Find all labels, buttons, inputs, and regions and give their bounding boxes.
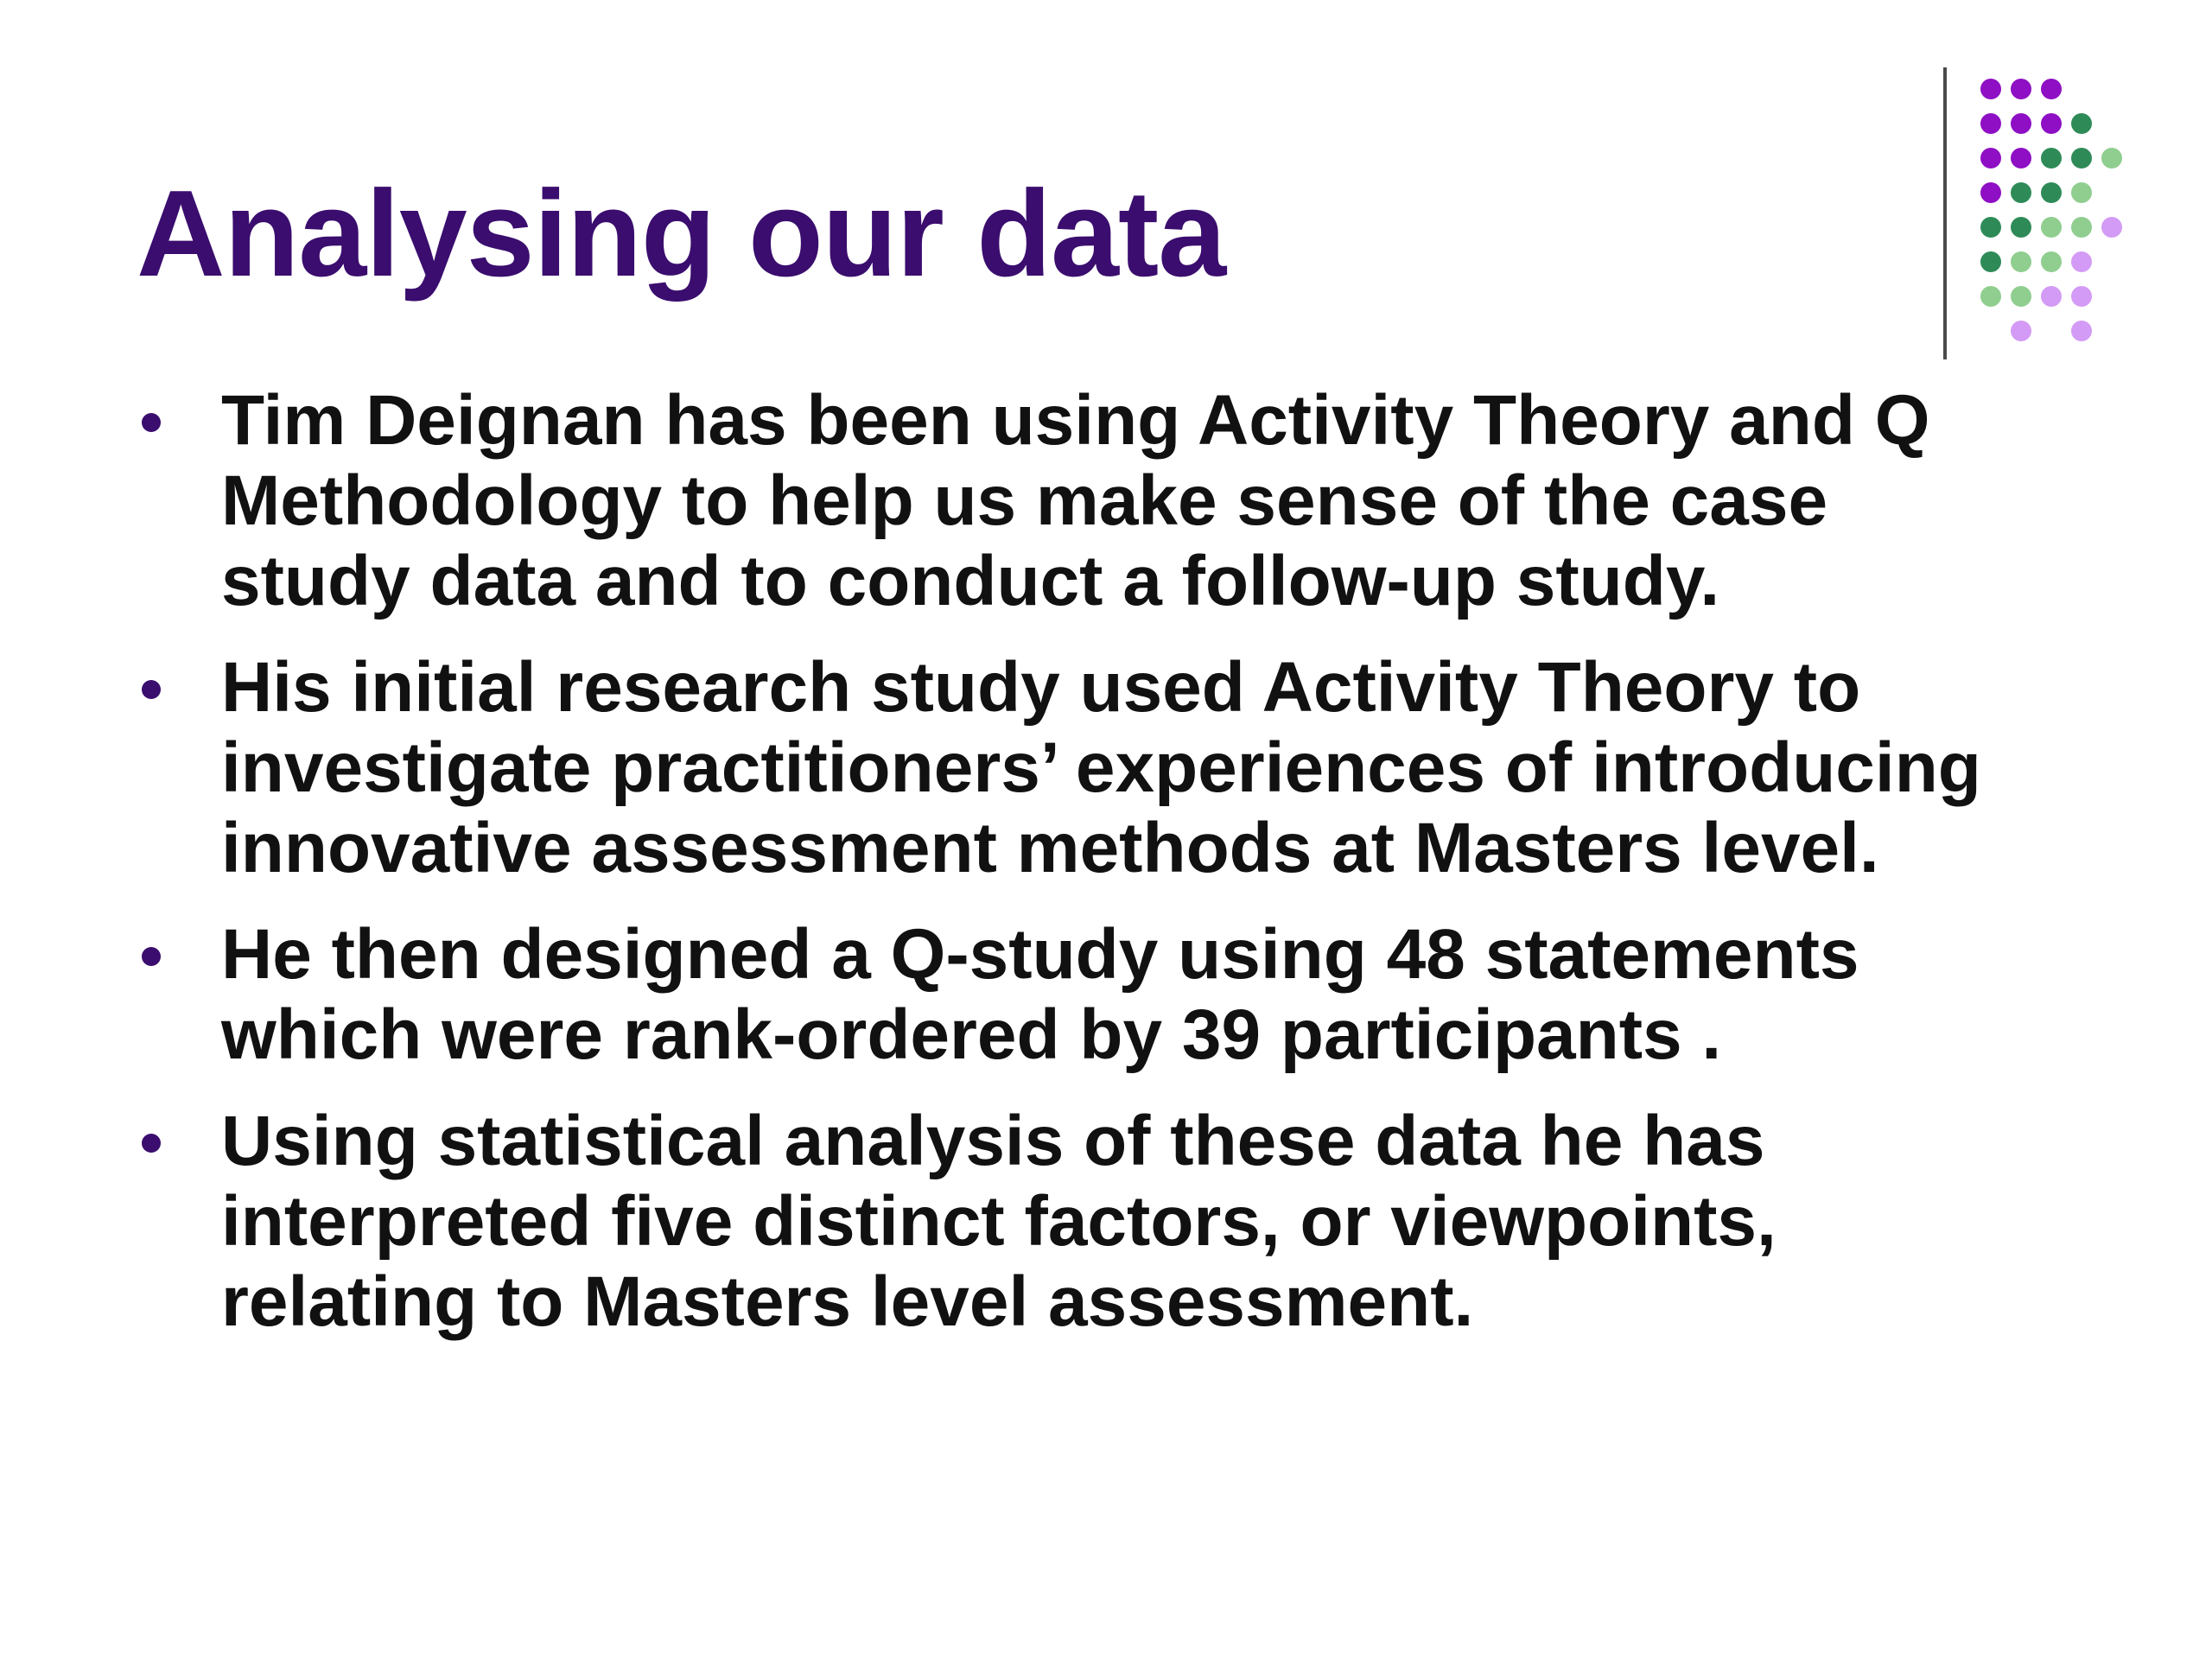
slide-title: Analysing our data: [137, 165, 1226, 302]
decorative-dot: [2101, 217, 2122, 238]
decorative-dot: [2101, 148, 2122, 168]
bullet-dot-icon: [142, 680, 161, 699]
decorative-dot: [2011, 217, 2031, 238]
bullet-line: Tim Deignan has been using Activity Theory and Q: [221, 381, 1930, 460]
decorative-dot: [2011, 148, 2031, 168]
decorative-dot: [2011, 286, 2031, 307]
bullet-line: which were rank-ordered by 39 participants .: [221, 995, 1722, 1074]
decorative-dot: [2071, 286, 2092, 307]
bullet-dot-icon: [142, 1134, 161, 1153]
decorative-dot: [1980, 251, 2001, 272]
decorative-dot: [2041, 148, 2062, 168]
decorative-dot: [2041, 182, 2062, 203]
title-divider: [1943, 67, 1947, 359]
bullet-list: [137, 380, 2124, 1368]
bullet-dot-icon: [142, 947, 161, 966]
decorative-dot: [1980, 148, 2001, 168]
bullet-line: Using statistical analysis of these data he has: [221, 1102, 1765, 1180]
decorative-dot: [2071, 217, 2092, 238]
bullet-line: interpreted five distinct factors, or viewpoints,: [221, 1182, 1777, 1261]
decorative-dot: [2041, 251, 2062, 272]
bullet-item: [137, 647, 2124, 888]
decorative-dot: [1980, 217, 2001, 238]
decorative-dot: [2011, 113, 2031, 134]
decorative-dot: [2041, 113, 2062, 134]
decorative-dot: [2011, 79, 2031, 99]
decorative-dot: [2011, 321, 2031, 341]
decorative-dot: [2071, 321, 2092, 341]
decorative-dot: [1980, 286, 2001, 307]
bullet-text: [221, 647, 2124, 888]
decorative-dot: [2011, 182, 2031, 203]
bullet-text: [221, 914, 2124, 1075]
bullet-line: He then designed a Q-study using 48 statements: [221, 915, 1859, 994]
decorative-dot: [1980, 182, 2001, 203]
bullet-item: [137, 1101, 2124, 1342]
bullet-line: study data and to conduct a follow-up study.: [221, 542, 1720, 620]
bullet-item: [137, 380, 2124, 621]
bullet-line: relating to Masters level assessment.: [221, 1262, 1474, 1341]
decorative-dot: [2011, 251, 2031, 272]
bullet-dot-icon: [142, 413, 161, 432]
decorative-dot: [1980, 79, 2001, 99]
bullet-item: [137, 914, 2124, 1075]
bullet-line: Methodology to help us make sense of the case: [221, 461, 1828, 540]
decorative-dot: [2071, 251, 2092, 272]
bullet-line: His initial research study used Activity Theory to: [221, 648, 1861, 727]
bullet-text: [221, 380, 2124, 621]
bullet-line: innovative assessment methods at Masters level.: [221, 809, 1879, 887]
decorative-dot: [2041, 79, 2062, 99]
decorative-dot: [2071, 182, 2092, 203]
decorative-dot: [2041, 217, 2062, 238]
decorative-dot: [2071, 148, 2092, 168]
decorative-dot: [1980, 113, 2001, 134]
bullet-line: investigate practitioners’ experiences of introducing: [221, 728, 1981, 807]
decorative-dot: [2041, 286, 2062, 307]
bullet-text: [221, 1101, 2124, 1342]
decorative-dot: [2071, 113, 2092, 134]
